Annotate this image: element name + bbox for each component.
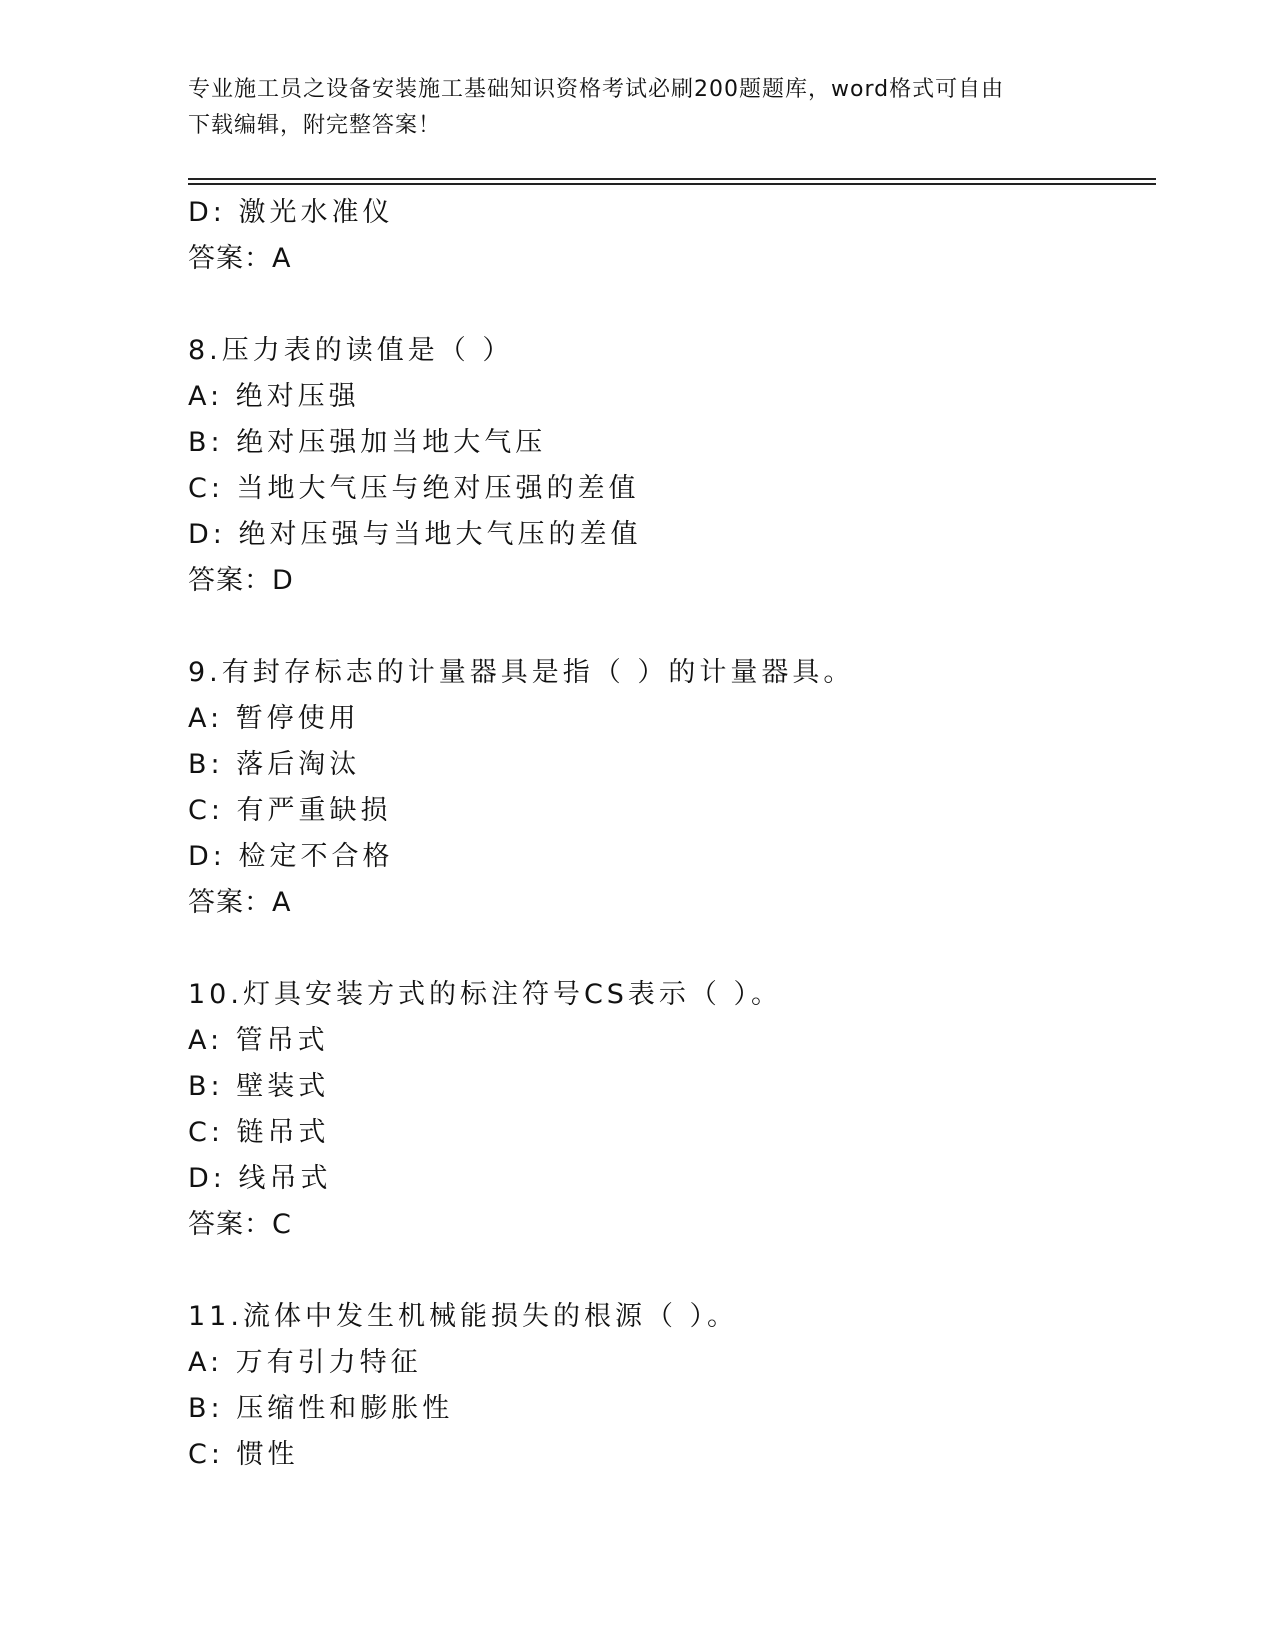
option-b: B: 绝对压强加当地大气压 — [188, 427, 547, 458]
question-8: 8.压力表的读值是（ ） — [188, 335, 514, 366]
header-line-2: 下载编辑，附完整答案！ — [188, 113, 442, 138]
document-header — [188, 72, 1088, 144]
option-b: B: 落后淘汰 — [188, 749, 361, 780]
option-b: B: 壁装式 — [188, 1071, 330, 1102]
spacer — [188, 282, 1168, 328]
spacer — [188, 604, 1168, 650]
option-d: D: 线吊式 — [188, 1163, 332, 1194]
question-11: 11.流体中发生机械能损失的根源（ ）。 — [188, 1301, 739, 1332]
option-d: D: 绝对压强与当地大气压的差值 — [188, 519, 642, 550]
answer-line: 答案：D — [188, 565, 294, 596]
option-d: D: 激光水准仪 — [188, 197, 394, 228]
spacer — [188, 1248, 1168, 1294]
option-c: C: 有严重缺损 — [188, 795, 392, 826]
answer-line: 答案：C — [188, 1209, 292, 1240]
header-divider-bottom — [188, 183, 1156, 185]
spacer — [188, 926, 1168, 972]
option-b: B: 压缩性和膨胀性 — [188, 1393, 454, 1424]
option-d: D: 检定不合格 — [188, 841, 394, 872]
answer-line: 答案：A — [188, 243, 292, 274]
option-a: A: 管吊式 — [188, 1025, 329, 1056]
header-divider-top — [188, 178, 1156, 180]
option-a: A: 绝对压强 — [188, 381, 360, 412]
question-10: 10.灯具安装方式的标注符号CS表示（ ）。 — [188, 979, 783, 1010]
header-line-1: 专业施工员之设备安装施工基础知识资格考试必刷200题题库，word格式可自由 — [188, 77, 1005, 102]
option-c: C: 链吊式 — [188, 1117, 330, 1148]
question-9: 9.有封存标志的计量器具是指（ ）的计量器具。 — [188, 657, 855, 688]
question-list — [188, 190, 1168, 1478]
answer-line: 答案：A — [188, 887, 292, 918]
option-a: A: 暂停使用 — [188, 703, 360, 734]
option-c: C: 惯性 — [188, 1439, 299, 1470]
option-a: A: 万有引力特征 — [188, 1347, 422, 1378]
option-c: C: 当地大气压与绝对压强的差值 — [188, 473, 640, 504]
